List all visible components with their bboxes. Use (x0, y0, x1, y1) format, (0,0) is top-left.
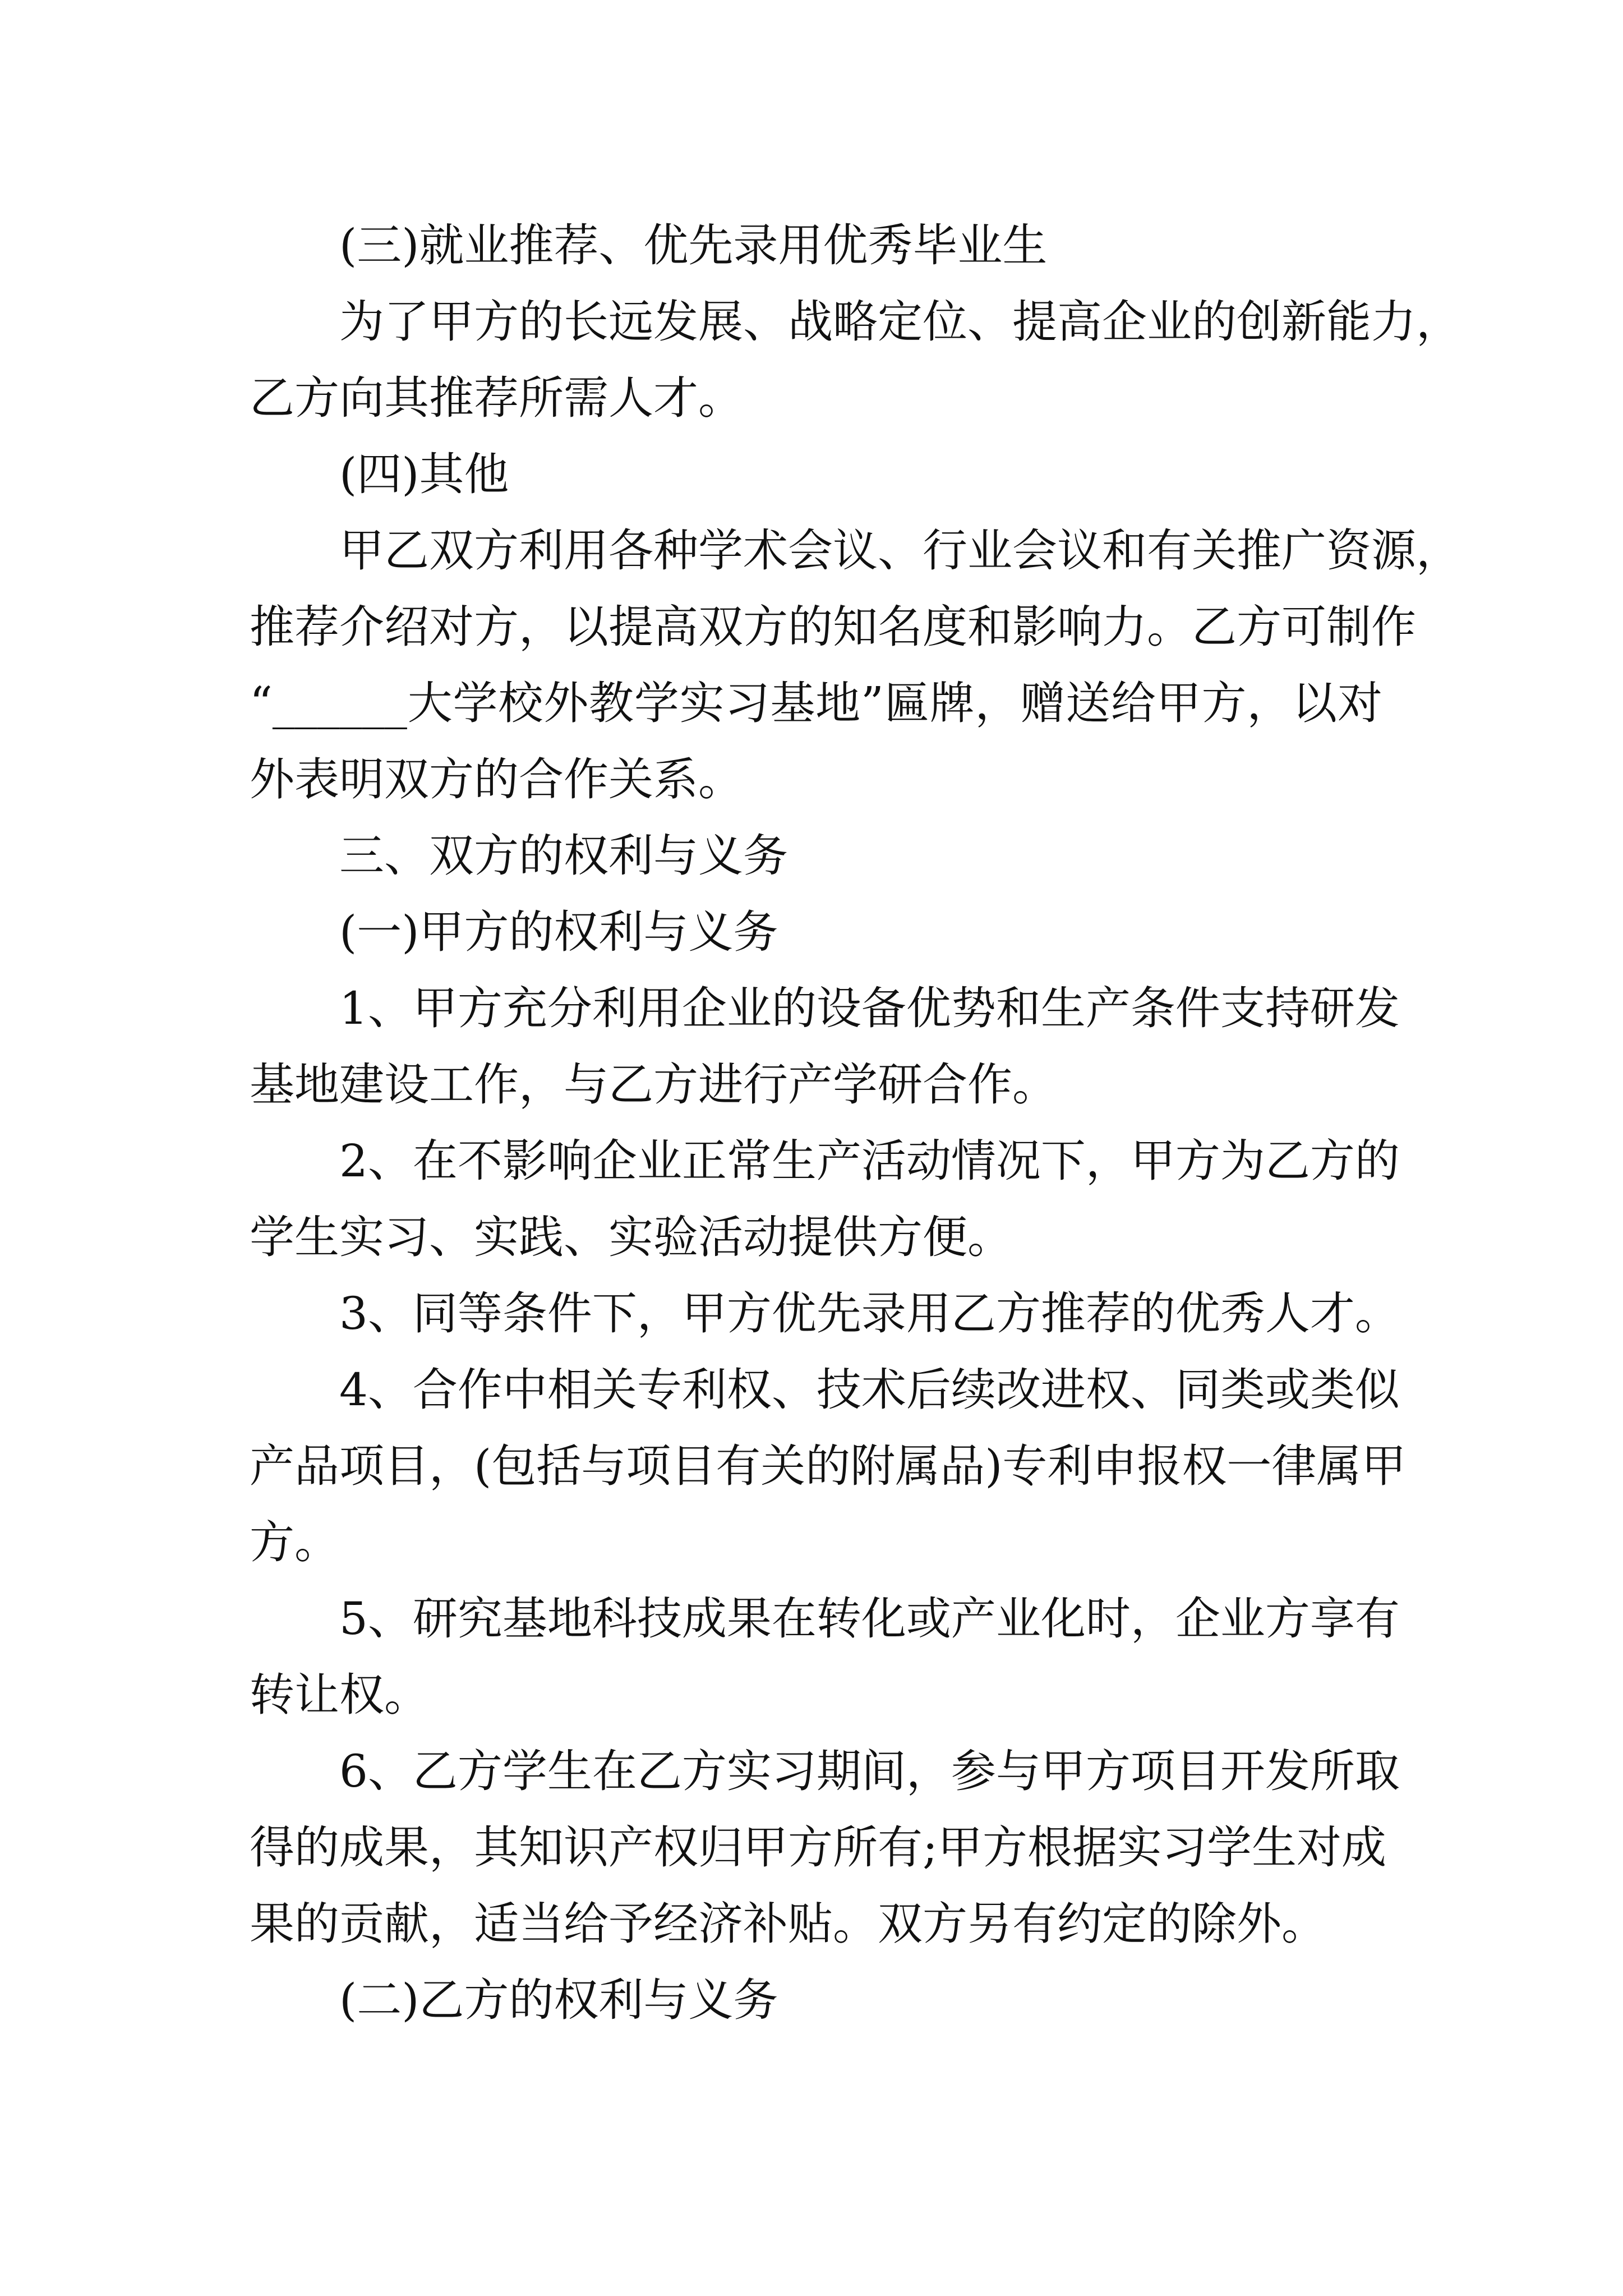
list-item-line: 转让权。 (250, 1669, 429, 1721)
list-item-line: 产品项目，(包括与项目有关的附属品)专利申报权一律属甲 (250, 1440, 1407, 1492)
paragraph-line: 推荐介绍对方，以提高双方的知名度和影响力。乙方可制作 (250, 601, 1416, 653)
paragraph-line: “______大学校外教学实习基地”匾牌，赠送给甲方，以对 (250, 677, 1382, 729)
paragraph-line: 为了甲方的长远发展、战略定位、提高企业的创新能力， (339, 296, 1461, 348)
list-item-line: 4、合作中相关专利权、技术后续改进权、同类或类似 (339, 1364, 1400, 1416)
paragraph-line: 外表明双方的合作关系。 (250, 753, 743, 806)
list-item-line: 5、研究基地科技成果在转化或产业化时，企业方享有 (339, 1593, 1400, 1645)
list-item-line: 基地建设工作，与乙方进行产学研合作。 (250, 1059, 1057, 1111)
subsection-heading-party-b: (二)乙方的权利与义务 (339, 1974, 778, 2026)
document-body (250, 208, 1461, 2039)
list-item-line: 6、乙方学生在乙方实习期间，参与甲方项目开发所取 (339, 1745, 1400, 1797)
paragraph-line: 乙方向其推荐所需人才。 (250, 372, 743, 424)
subsection-heading-party-a: (一)甲方的权利与义务 (339, 906, 778, 958)
section-heading-rights: 三、双方的权利与义务 (339, 830, 788, 882)
list-item-line: 方。 (250, 1516, 339, 1568)
section-heading-employment: (三)就业推荐、优先录用优秀毕业生 (339, 219, 1048, 272)
paragraph-line: 甲乙双方利用各种学术会议、行业会议和有关推广资源， (339, 524, 1461, 577)
list-item-line: 2、在不影响企业正常生产活动情况下，甲方为乙方的 (339, 1135, 1400, 1187)
list-item-line: 得的成果，其知识产权归甲方所有;甲方根据实习学生对成 (250, 1821, 1386, 1874)
section-heading-other: (四)其他 (339, 448, 509, 500)
list-item-line: 果的贡献，适当给予经济补贴。双方另有约定的除外。 (250, 1898, 1326, 1950)
list-item-line: 学生实习、实践、实验活动提供方便。 (250, 1211, 1012, 1263)
list-item-line: 1、甲方充分利用企业的设备优势和生产条件支持研发 (339, 982, 1400, 1034)
list-item-line: 3、同等条件下，甲方优先录用乙方推荐的优秀人才。 (339, 1287, 1400, 1340)
